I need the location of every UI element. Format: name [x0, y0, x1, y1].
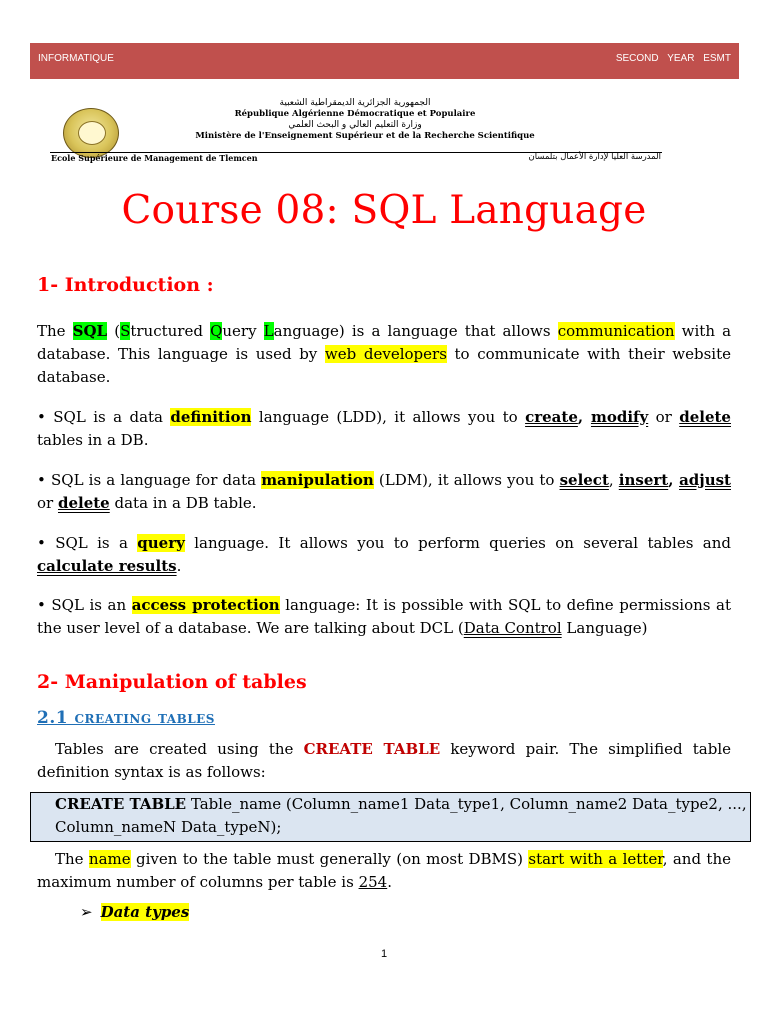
- bullet-definition: • SQL is a data definition language (LDD), it allows you to create, modify or delete tables in a DB.: [37, 408, 731, 449]
- data-types-item: [80, 903, 189, 921]
- syntax-code-box: CREATE TABLE Table_name (Column_name1 Data_type1, Column_name2 Data_type2, ..., Column_nameN Data_typeN);: [30, 792, 751, 842]
- course-label: INFORMATIQUE: [38, 53, 114, 64]
- arabic-ministry-line: وزارة التعليم العالي و البحث العلمي: [288, 120, 422, 130]
- header-band: [30, 43, 739, 79]
- bullet-query: • SQL is a query language. It allows you to perform queries on several tables and calculate results.: [37, 534, 731, 575]
- school-name-arabic: المدرسة العليا لإدارة الأعمال بتلمسان: [528, 152, 661, 162]
- section-heading-manipulation: 2- Manipulation of tables: [37, 671, 307, 693]
- bullet-manipulation: • SQL is a language for data manipulation (LDM), it allows you to select, insert, adjust or delete data in a DB table.: [37, 471, 731, 512]
- section-heading-introduction: 1- Introduction :: [37, 274, 214, 296]
- page-number: 1: [380, 948, 388, 960]
- year-label: SECOND YEAR ESMT: [615, 53, 731, 64]
- institution-header: [45, 94, 665, 164]
- table-name-paragraph: The name given to the table must generally (on most DBMS) start with a letter, and the maximum number of columns per table is 254.: [37, 850, 731, 891]
- create-table-paragraph: Tables are created using the CREATE TABLE keyword pair. The simplified table definition syntax is as follows:: [37, 740, 731, 781]
- page-title: Course 08: SQL Language: [121, 188, 647, 233]
- arabic-republic-line: الجمهورية الجزائرية الديمقراطية الشعبية: [279, 98, 431, 108]
- bullet-access-protection: • SQL is an access protection language: It is possible with SQL to define permissions at the user level of a database. We are talking about DCL (Data Control Language): [37, 596, 731, 637]
- school-logo-icon: [63, 108, 119, 158]
- subsection-heading-creating-tables: 2.1 creating tables: [37, 708, 215, 728]
- school-name-french: Ecole Supérieure de Management de Tlemcen: [51, 153, 258, 163]
- intro-paragraph: The SQL (Structured Query Language) is a language that allows communication with a database. This language is used by web developers to communicate with their website database.: [37, 322, 732, 386]
- data-types-label: Data types: [100, 903, 190, 921]
- french-republic-line: République Algérienne Démocratique et Populaire: [234, 109, 476, 119]
- french-ministry-line: Ministère de l'Enseignement Supérieur et de la Recherche Scientifique: [195, 131, 535, 141]
- arrow-bullet-icon: ➢: [80, 903, 93, 921]
